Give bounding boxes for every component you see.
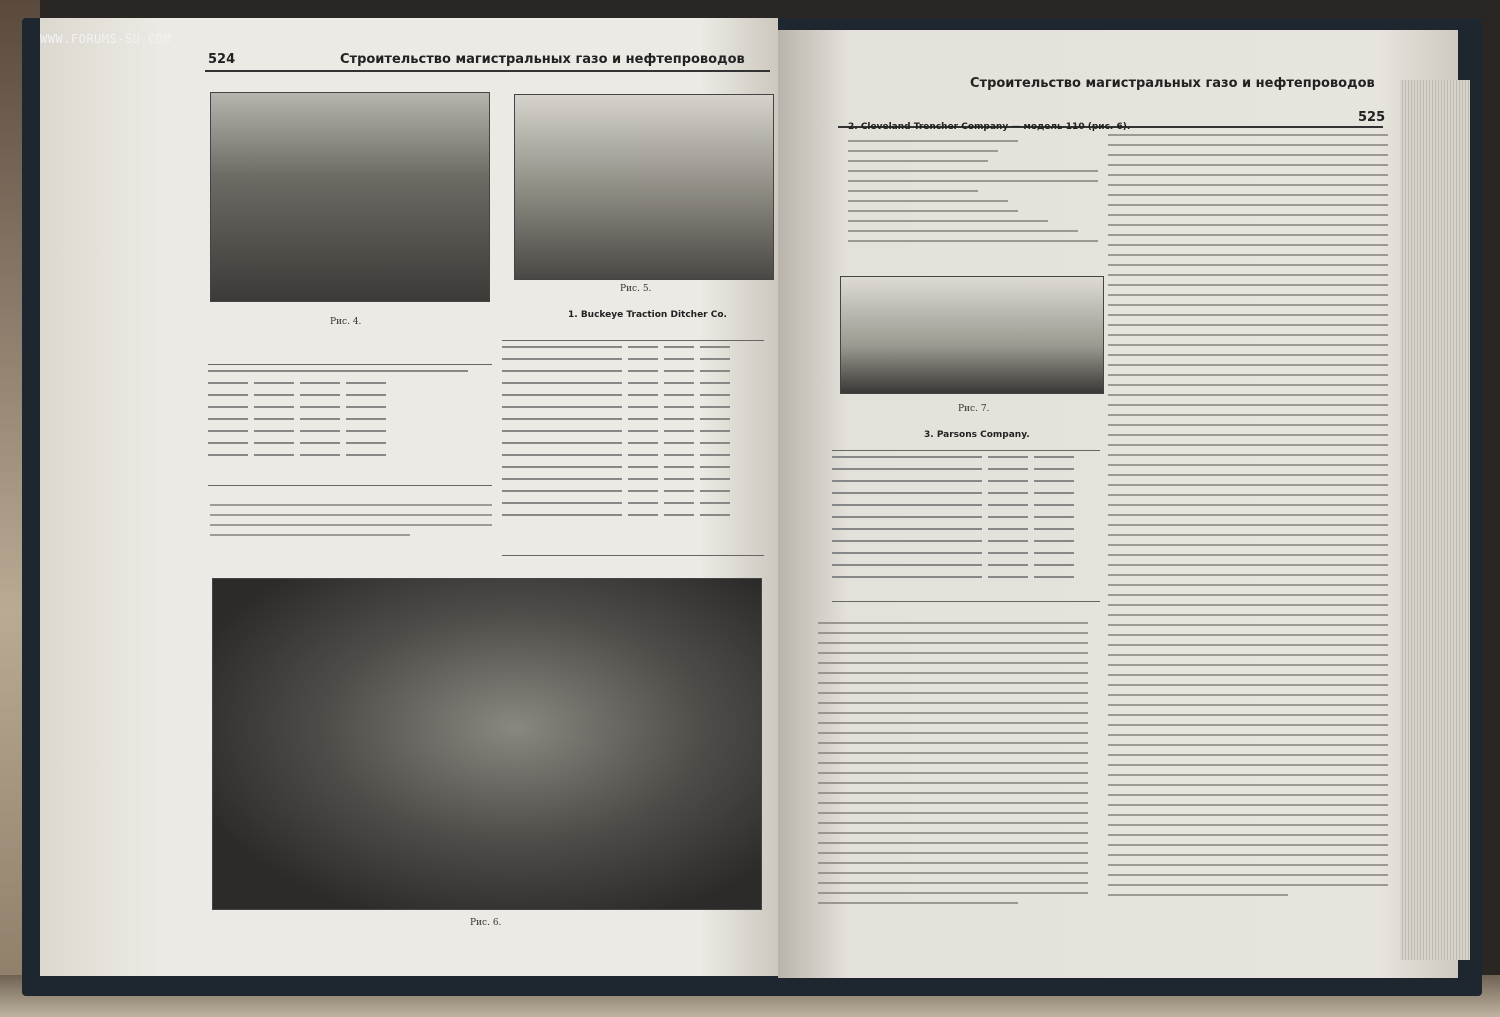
left-head-rule [205,70,770,72]
figure-6-photo [212,578,762,910]
section-3-heading: 3. Parsons Company. [924,430,1030,440]
right-page-number: 525 [1358,110,1386,125]
figure-4-caption: Рис. 4. [330,317,362,327]
figure-6-caption: Рис. 6. [470,918,502,928]
left-page-number: 524 [208,52,236,67]
right-column-left-text [818,622,1088,912]
figure-7-caption: Рис. 7. [958,404,990,414]
right-running-head: Строительство магистральных газо и нефтепроводов [970,76,1375,91]
figure-7-photo [840,276,1104,394]
figure-5-caption: Рис. 5. [620,284,652,294]
figure-4-photo [210,92,490,302]
section-2-heading: 2. Cleveland Trencher Company — модель 110 (рис. 6). [848,122,1131,132]
weight-table [208,364,492,486]
watermark: WWW.FORUMS-SU.COM [40,32,172,46]
right-column-right-text [1108,134,1388,904]
figure-5-photo [514,94,774,280]
cleveland-specs-list [848,140,1098,250]
buckeye-specs-table [502,340,764,556]
page-edges-right [1400,80,1470,960]
left-page [40,18,778,976]
section-1-heading: 1. Buckeye Traction Ditcher Co. [568,310,727,320]
parsons-specs-table [832,450,1100,602]
right-page [778,30,1458,978]
left-paragraph [210,504,492,544]
left-running-head: Строительство магистральных газо и нефтепроводов [340,52,745,67]
